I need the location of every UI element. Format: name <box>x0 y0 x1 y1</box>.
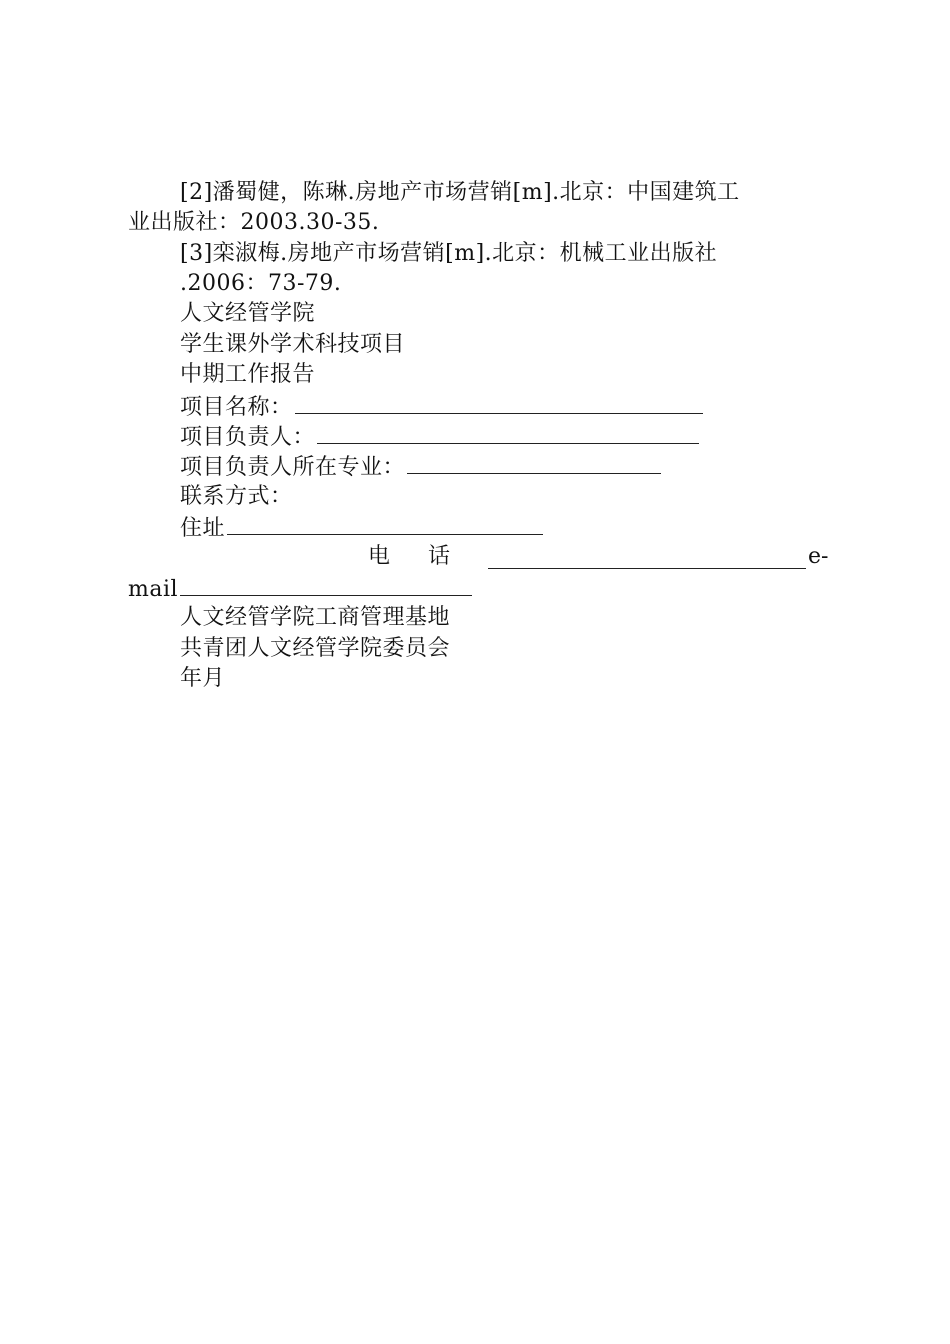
project-name-label: 项目名称： <box>180 395 293 420</box>
email-label-prefix: e- <box>808 544 829 569</box>
report-title: 中期工作报告 <box>180 362 316 387</box>
leader-major-blank <box>407 451 661 474</box>
email-label-suffix: mail <box>128 577 179 602</box>
leader-row <box>180 421 699 453</box>
program-name: 学生课外学术科技项目 <box>180 332 406 357</box>
base-name: 人文经管学院工商管理基地 <box>180 605 451 630</box>
email-row <box>128 573 472 605</box>
address-row <box>180 512 543 544</box>
leader-blank <box>317 421 699 444</box>
address-blank <box>227 512 543 535</box>
email-blank <box>180 573 472 596</box>
reference-3-line-1: [3]栾淑梅.房地产市场营销[m].北京：机械工业出版社 <box>180 241 718 266</box>
contact-label: 联系方式： <box>180 484 293 509</box>
reference-2-line-1: [2]潘蜀健，陈琳.房地产市场营销[m].北京：中国建筑工 <box>180 180 740 205</box>
phone-blank <box>488 546 806 569</box>
school-name: 人文经管学院 <box>180 301 316 326</box>
phone-row <box>128 542 833 572</box>
leader-major-row <box>180 451 661 483</box>
reference-2-line-2: 业出版社：2003.30-35. <box>128 210 380 235</box>
project-name-row <box>180 391 703 423</box>
project-name-blank <box>295 391 703 414</box>
committee-name: 共青团人文经管学院委员会 <box>180 636 451 661</box>
address-label: 住址 <box>180 516 226 541</box>
date-line: 年月 <box>180 666 226 691</box>
leader-major-label: 项目负责人所在专业： <box>180 455 406 480</box>
leader-label: 项目负责人： <box>180 425 316 450</box>
reference-3-line-2: .2006：73-79. <box>180 271 342 296</box>
phone-label-char-2: 话 <box>428 544 451 569</box>
phone-label-char-1: 电 <box>368 544 391 569</box>
